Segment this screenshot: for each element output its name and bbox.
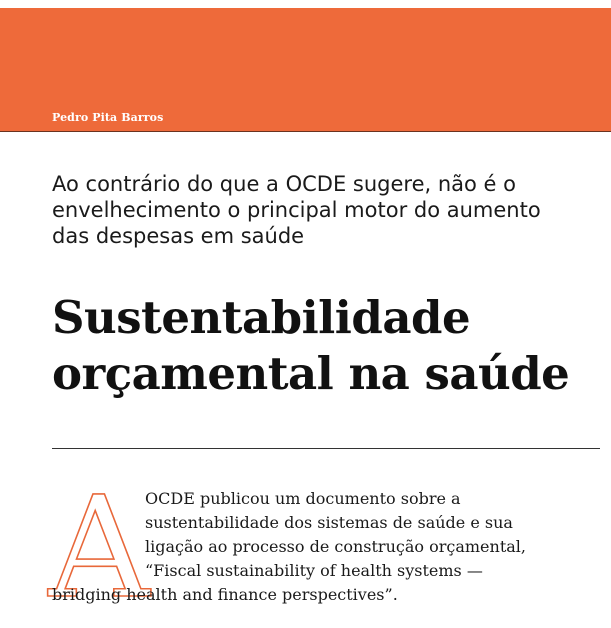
title-line: orçamental na saúde	[52, 347, 570, 400]
subtitle-line: envelhecimento o principal motor do aumento	[52, 198, 541, 222]
body-line: OCDE publicou um documento sobre a	[145, 489, 461, 508]
body-line: “Fiscal sustainability of health systems —	[145, 561, 483, 580]
article-title	[52, 290, 611, 402]
article-subtitle	[52, 171, 602, 249]
body-line: ligação ao processo de construção orçamental,	[145, 537, 526, 556]
author-name: Pedro Pita Barros	[52, 111, 164, 124]
subtitle-line: das despesas em saúde	[52, 224, 305, 248]
header-banner	[0, 8, 611, 132]
banner-bottom-rule	[0, 131, 611, 132]
subtitle-line: Ao contrário do que a OCDE sugere, não é o	[52, 172, 516, 196]
drop-cap-letter: A	[48, 467, 150, 628]
body-line: sustentabilidade dos sistemas de saúde e sua	[145, 513, 513, 532]
section-divider	[52, 448, 600, 449]
body-line: bridging health and finance perspectives”.	[52, 585, 398, 604]
title-line: Sustentabilidade	[52, 291, 471, 344]
article-body	[52, 487, 607, 607]
